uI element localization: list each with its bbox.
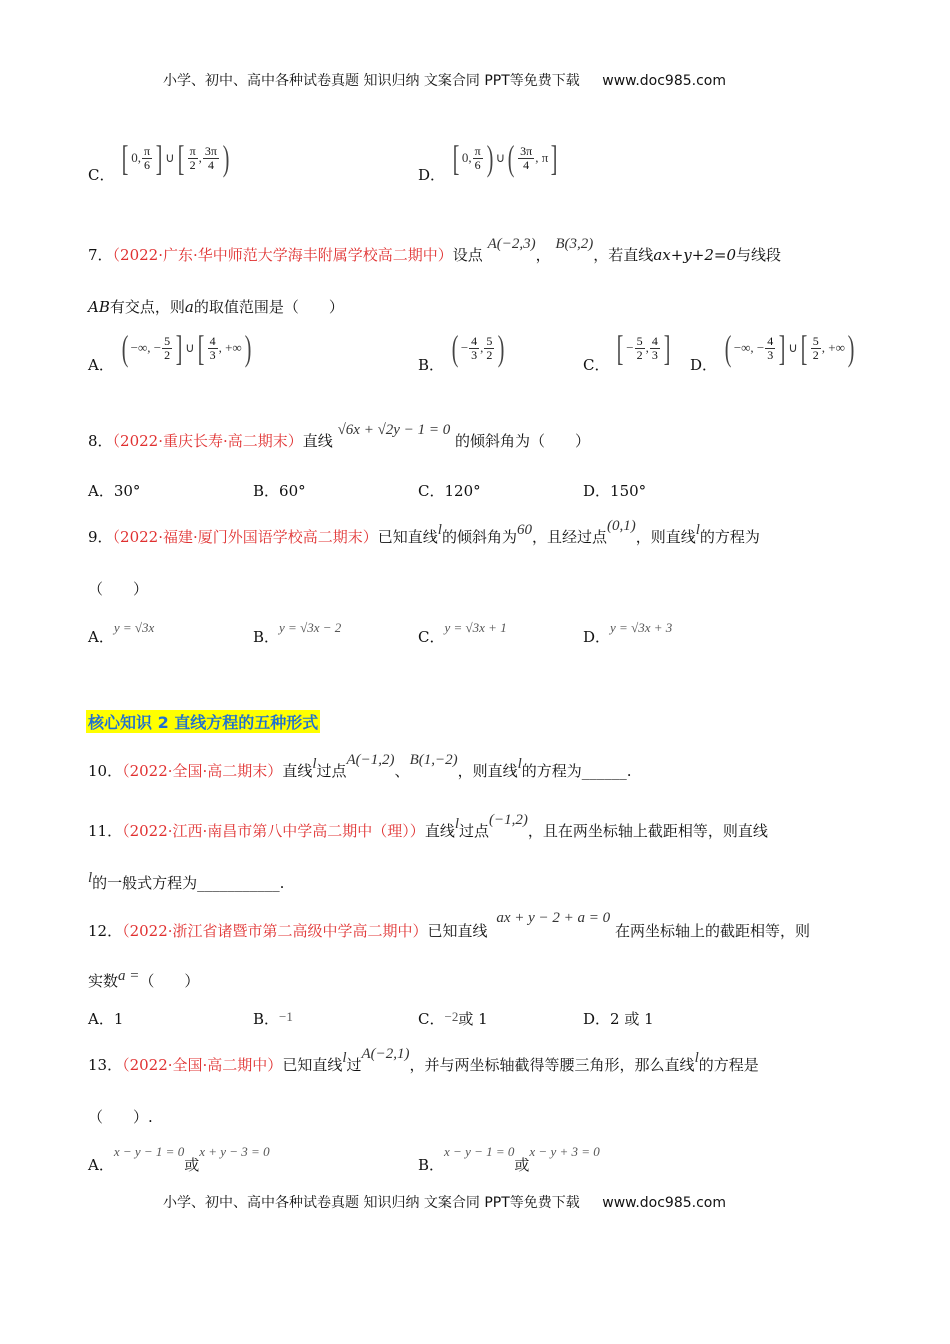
q9-source: （2022·福建·厦门外国语学校高二期末） xyxy=(112,528,378,546)
q12-option-a: A．1 xyxy=(88,1010,124,1028)
page-footer xyxy=(163,1192,726,1212)
q10-source: （2022·全国·高二期末） xyxy=(122,762,283,780)
page-header xyxy=(163,70,726,90)
q6-option-d: D． [ 0, $\frac{\pi}{6}$ ) ∪( $\frac{3\pi}{4}$ , π] xyxy=(418,138,558,184)
question-9-paren: （ ） xyxy=(88,580,149,598)
q7-option-a: A． ( −∞, − $\frac{5}{2}$ ] ∪[ $\frac{4}{3}$ , +∞) xyxy=(88,328,251,374)
q7-option-c: C． [ − $\frac{5}{2}$ , $\frac{4}{3}$ ] xyxy=(583,328,671,374)
q9-option-b: B．y = √3x − 2 xyxy=(253,620,342,646)
question-10: 10．（2022·全国·高二期末）直线l过点A(−1,2)、B(1,−2)，则直线l的方程为______. xyxy=(88,752,632,780)
footer-text: 小学、初中、高中各种试卷真题 知识归纳 文案合同 PPT等免费下载 xyxy=(163,1195,580,1211)
q8-option-d: D．150° xyxy=(583,482,647,500)
q13-option-b: B．x − y − 1 = 0或x − y + 3 = 0 xyxy=(418,1144,600,1174)
footer-site: www.doc985.com xyxy=(602,1195,726,1211)
q6-c-frac1: $\frac{\pi}{6}$ xyxy=(144,143,151,172)
q8-equation: √6x + √2y − 1 = 0 xyxy=(337,422,451,438)
question-7: 7．（2022·广东·华中师范大学海丰附属学校高二期中）设点 A(−2,3)， B(3,2)，若直线ax+y+2=0与线段 xyxy=(88,236,781,264)
q6-option-c: C． [ 0, $\frac{\pi}{6}$ ] ∪[ $\frac{\pi}{2}$ , $\frac{3\pi}{4}$ ) xyxy=(88,138,230,184)
q9-option-c: C．y = √3x + 1 xyxy=(418,620,507,646)
q12-option-c: C．−2或 1 xyxy=(418,1009,488,1028)
q9-option-d: D．y = √3x + 3 xyxy=(583,620,673,646)
q12-option-b: B．−1 xyxy=(253,1009,293,1028)
q7-point-b: B(3,2) xyxy=(555,236,594,252)
q12-source: （2022·浙江省诸暨市第二高级中学高二期中） xyxy=(122,922,428,940)
q7-option-b: B． ( − $\frac{4}{3}$ , $\frac{5}{2}$ ) xyxy=(418,328,505,374)
question-13: 13．（2022·全国·高二期中）已知直线l过A(−2,1)，并与两坐标轴截得等腰三角形，那么直线l的方程是 xyxy=(88,1046,759,1074)
q8-source: （2022·重庆长寿·高二期末） xyxy=(112,432,303,450)
q7-point-a: A(−2,3) xyxy=(487,236,536,252)
section-heading: 核心知识 2 直线方程的五种形式 xyxy=(86,710,320,733)
question-9: 9．（2022·福建·厦门外国语学校高二期末）已知直线l的倾斜角为60，且经过点(0,1)，则直线l的方程为 xyxy=(88,518,760,546)
question-12-line2: 实数a =（ ） xyxy=(88,968,200,990)
header-site: www.doc985.com xyxy=(602,73,726,89)
q8-option-c: C．120° xyxy=(418,482,481,500)
header-text: 小学、初中、高中各种试卷真题 知识归纳 文案合同 PPT等免费下载 xyxy=(163,73,580,89)
q13-source: （2022·全国·高二期中） xyxy=(122,1056,283,1074)
q8-option-a: A．30° xyxy=(88,482,141,500)
q9-option-a: A．y = √3x xyxy=(88,620,155,646)
q13-option-a: A．x − y − 1 = 0或x + y − 3 = 0 xyxy=(88,1144,270,1174)
q12-option-d: D．2 或 1 xyxy=(583,1010,654,1028)
question-11-line2: l的一般式方程为___________. xyxy=(88,870,285,892)
q7-source: （2022·广东·华中师范大学海丰附属学校高二期中） xyxy=(112,246,453,264)
question-7-line2: AB有交点，则a的取值范围是（ ） xyxy=(88,298,344,316)
question-13-paren: （ ）. xyxy=(88,1108,153,1126)
q7-option-d: D． ( −∞, − $\frac{4}{3}$ ] ∪[ $\frac{5}{2}$ , +∞) xyxy=(690,328,855,374)
question-11: 11．（2022·江西·南昌市第八中学高二期中（理））直线l过点(−1,2)，且在两坐标轴上截距相等，则直线 xyxy=(88,812,768,840)
question-12: 12．（2022·浙江省诸暨市第二高级中学高二期中）已知直线 ax + y − 2 + a = 0 在两坐标轴上的截距相等，则 xyxy=(88,910,810,940)
q11-source: （2022·江西·南昌市第八中学高二期中（理）） xyxy=(122,822,425,840)
question-8: 8．（2022·重庆长寿·高二期末）直线 √6x + √2y − 1 = 0 的倾斜角为（ ） xyxy=(88,422,591,450)
q8-option-b: B．60° xyxy=(253,482,306,500)
